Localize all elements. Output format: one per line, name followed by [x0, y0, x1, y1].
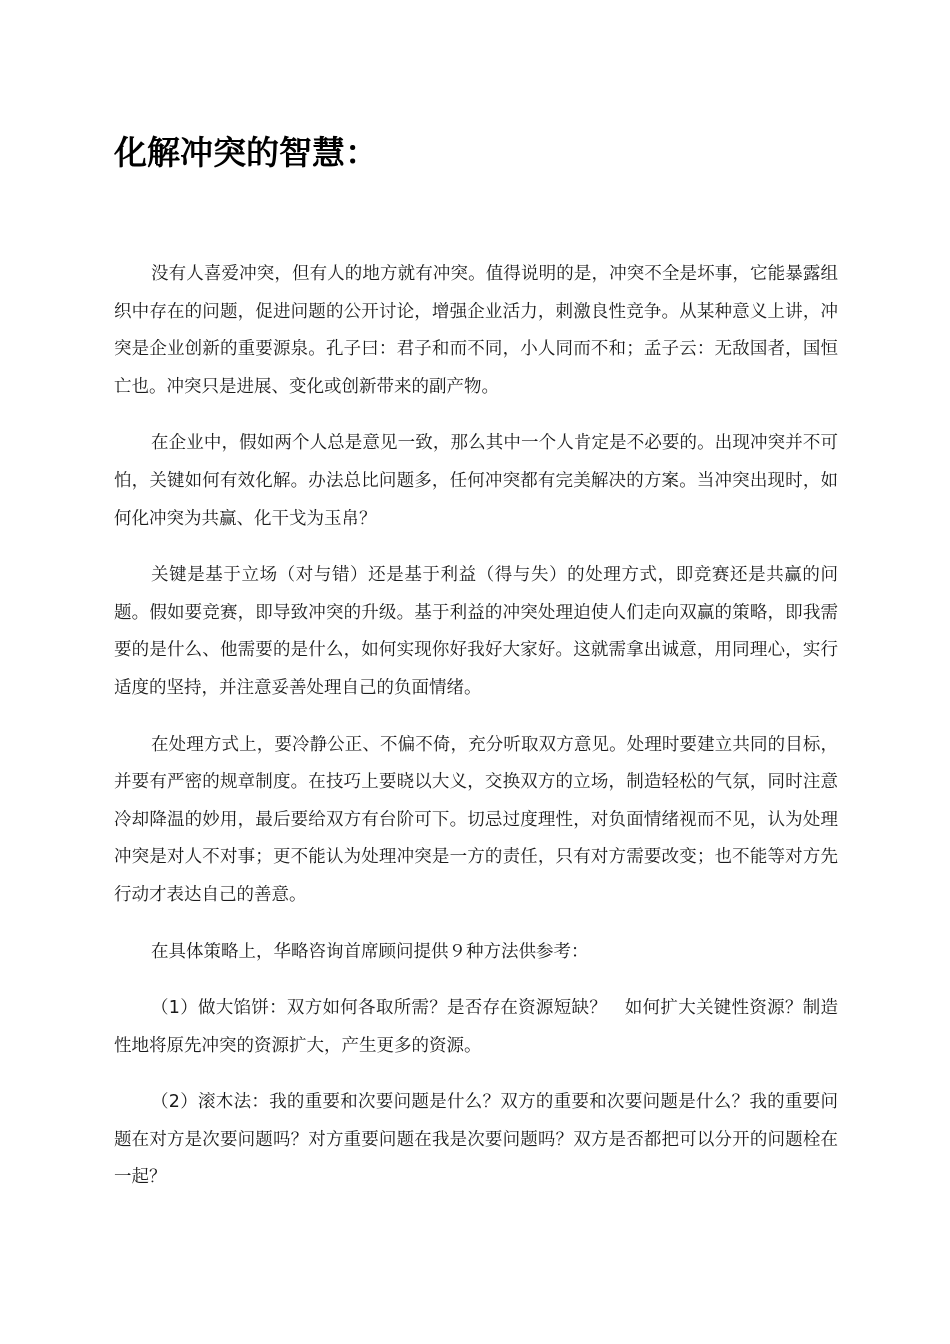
paragraph-enterprise: 在企业中，假如两个人总是意见一致，那么其中一个人肯定是不必要的。出现冲突并不可怕，关键如何有效化解。办法总比问题多，任何冲突都有完美解决的方案。当冲突出现时，如何化冲突为共赢、化干戈为玉帛？: [114, 433, 838, 529]
paragraph-intro: 没有人喜爱冲突，但有人的地方就有冲突。值得说明的是，冲突不全是坏事，它能暴露组织中存在的问题，促进问题的公开讨论，增强企业活力，刺激良性竞争。从某种意义上讲，冲突是企业创新的重要源泉。孔子曰：君子和而不同，小人同而不和；孟子云：无敌国者，国恒亡也。冲突只是进展、变化或创新带来的副产物。: [114, 264, 838, 397]
paragraph-approach: 在处理方式上，要冷静公正、不偏不倚，充分听取双方意见。处理时要建立共同的目标，并要有严密的规章制度。在技巧上要晓以大义，交换双方的立场，制造轻松的气氛，同时注意冷却降温的妙用，最后要给双方有台阶可下。切忌过度理性，对负面情绪视而不见，认为处理冲突是对人不对事；更不能认为处理冲突是一方的责任，只有对方需要改变；也不能等对方先行动才表达自己的善意。: [114, 734, 838, 905]
paragraph-strategy: 在具体策略上，华略咨询首席顾问提供９种方法供参考：: [151, 941, 589, 962]
list-item-method-2: （2）滚木法：我的重要和次要问题是什么？双方的重要和次要问题是什么？我的重要问题在对方是次要问题吗？对方重要问题在我是次要问题吗？双方是否都把可以分开的问题栓在一起？: [114, 1092, 838, 1188]
document-body: [114, 256, 838, 1216]
list-item-method-1: （1）做大馅饼：双方如何各取所需？是否存在资源短缺？ 如何扩大关键性资源？制造性地将原先冲突的资源扩大，产生更多的资源。: [114, 998, 838, 1056]
page-title: 化解冲突的智慧：: [114, 133, 378, 172]
paragraph-key: 关键是基于立场（对与错）还是基于利益（得与失）的处理方式，即竞赛还是共赢的问题。假如要竞赛，即导致冲突的升级。基于利益的冲突处理迫使人们走向双赢的策略，即我需要的是什么、他需要的是什么，如何实现你好我好大家好。这就需拿出诚意，用同理心，实行适度的坚持，并注意妥善处理自己的负面情绪。: [114, 565, 838, 698]
